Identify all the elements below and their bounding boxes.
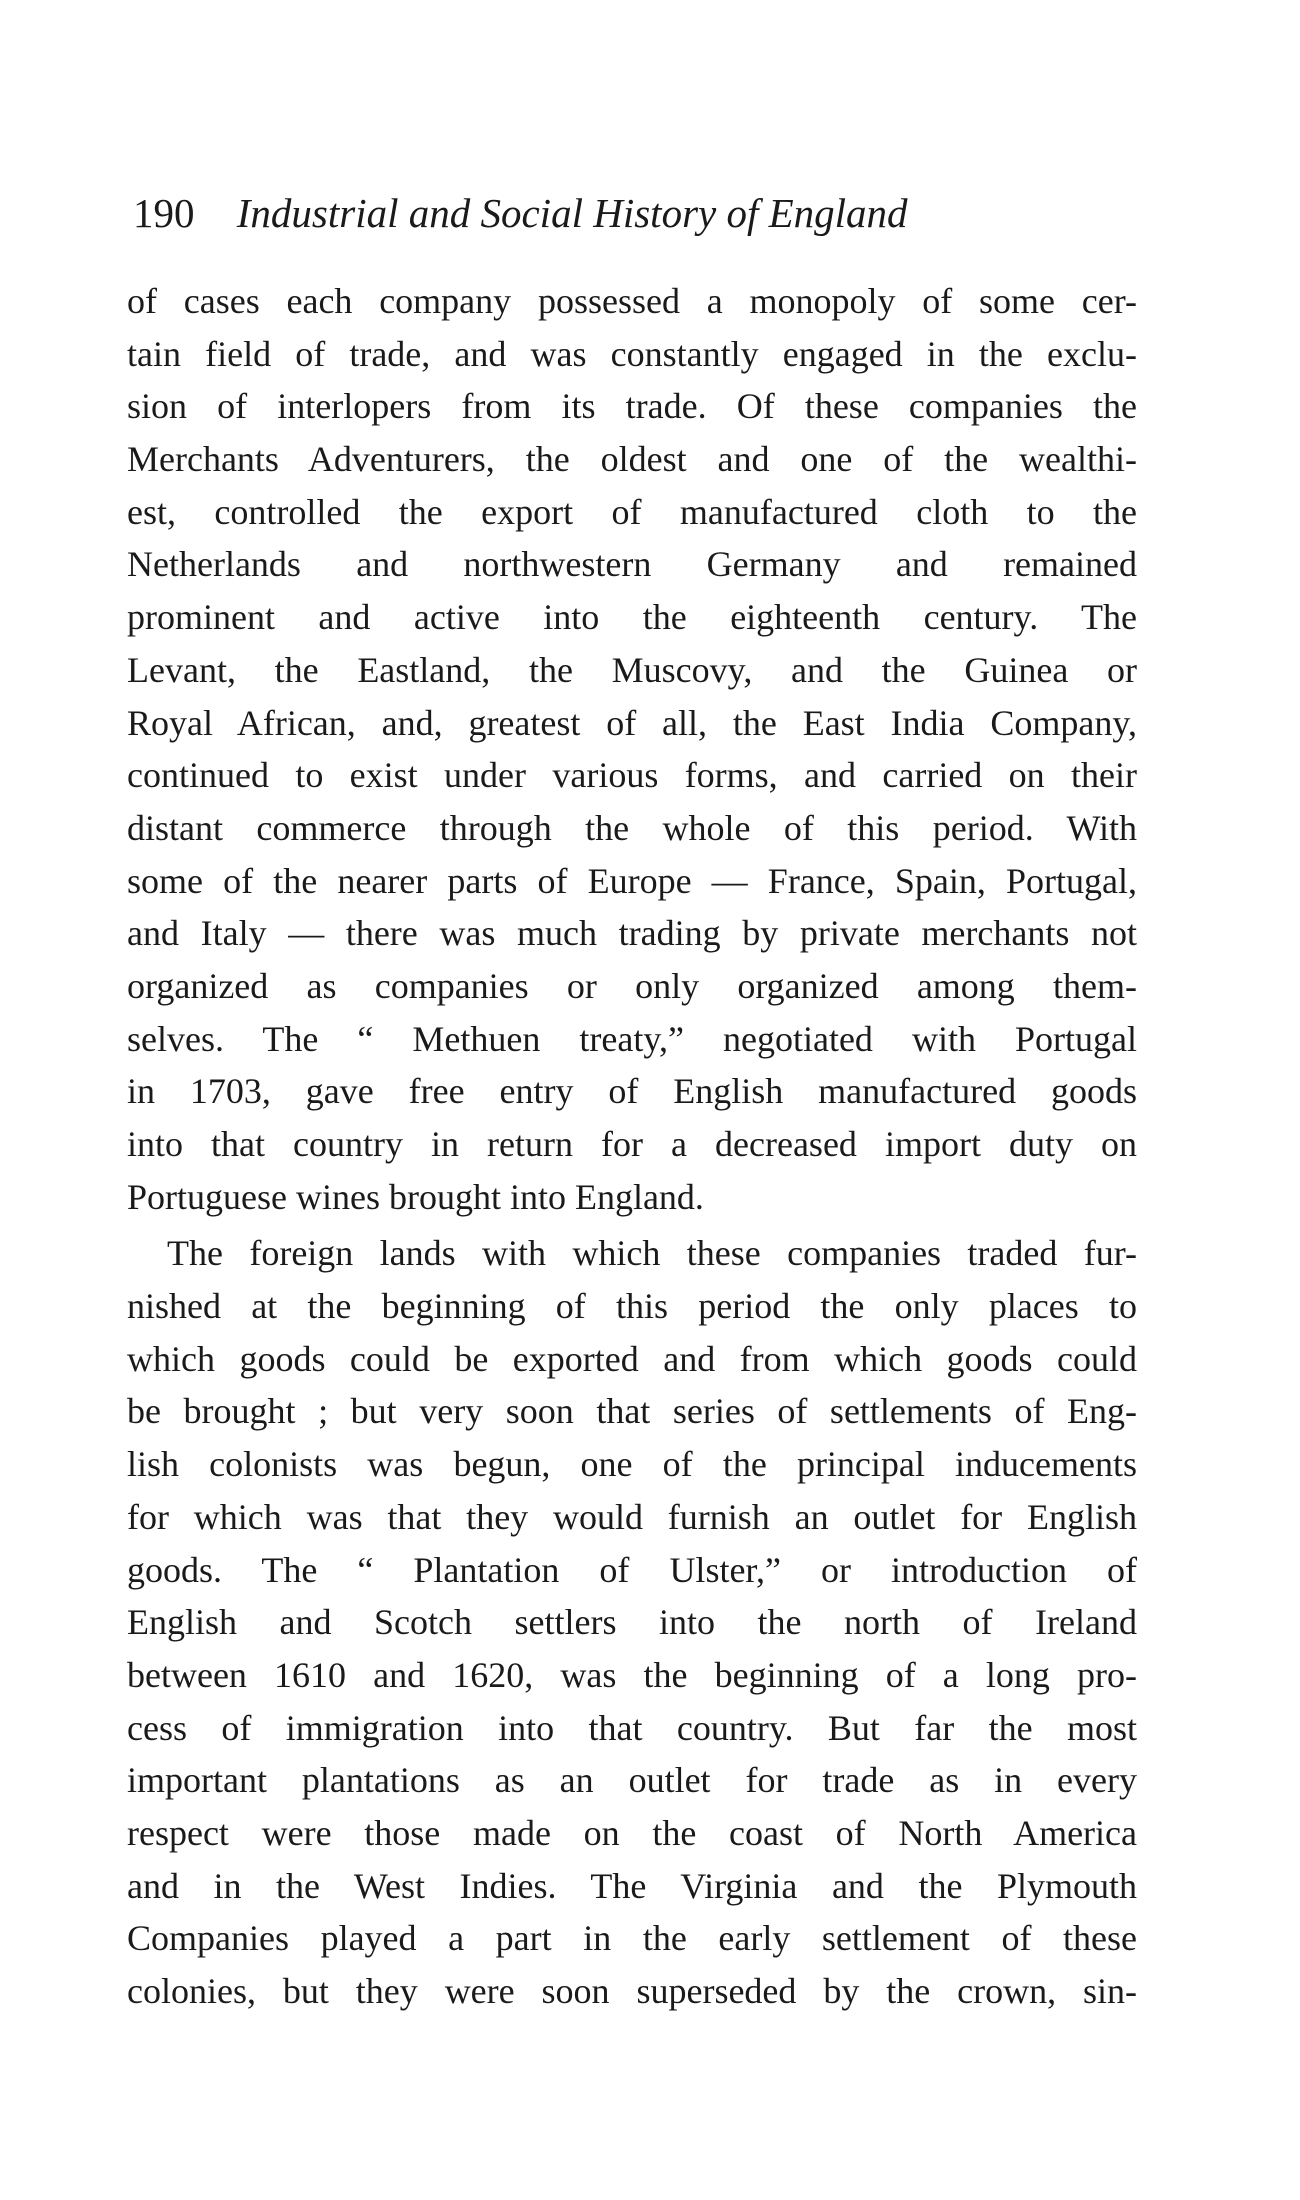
text-line: some of the nearer parts of Europe — France, Spain, Portugal, [127,860,1137,901]
text-line: goods. The “ Plantation of Ulster,” or introduction of [127,1549,1137,1590]
text-line: nished at the beginning of this period the only places to [127,1286,1137,1327]
text-line: English and Scotch settlers into the north of Ireland [127,1602,1137,1643]
text-line: The foreign lands with which these companies traded fur- [167,1233,1137,1274]
page-header [133,183,1073,243]
text-line: continued to exist under various forms, and carried on their [127,755,1137,796]
text-line: Portuguese wines brought into England. [127,1176,704,1217]
running-title: Industrial and Social History of England [236,190,908,236]
text-line: into that country in return for a decreased import duty on [127,1124,1137,1164]
text-line: prominent and active into the eighteenth century. The [127,597,1137,638]
page-number: 190 [133,190,195,236]
text-line: which goods could be exported and from which goods could [127,1338,1137,1379]
text-line: between 1610 and 1620, was the beginning of a long pro- [127,1654,1137,1695]
text-line: for which was that they would furnish an outlet for English [127,1496,1137,1537]
text-line: be brought ; but very soon that series of settlements of Eng- [127,1391,1137,1432]
text-line: selves. The “ Methuen treaty,” negotiated with Portugal [127,1018,1137,1059]
body-text [127,275,1137,2018]
paragraph-2 [127,1227,1137,2017]
text-line: and Italy — there was much trading by private merchants not [127,913,1137,954]
paragraph-1 [127,275,1137,1223]
text-line: cess of immigration into that country. But far the most [127,1707,1137,1748]
text-line: in 1703, gave free entry of English manufactured goods [127,1071,1137,1112]
text-line: Netherlands and northwestern Germany and remained [127,544,1137,585]
text-line: important plantations as an outlet for trade as in every [127,1760,1137,1801]
text-line: organized as companies or only organized among them- [127,965,1137,1006]
text-line: sion of interlopers from its trade. Of these companies the [127,386,1137,427]
text-line: Merchants Adventurers, the oldest and one of the wealthi- [127,439,1137,480]
text-line: est, controlled the export of manufactured cloth to the [127,491,1137,532]
text-line: Companies played a part in the early settlement of these [127,1918,1137,1959]
text-line: respect were those made on the coast of North America [127,1812,1137,1853]
text-line: Levant, the Eastland, the Muscovy, and the Guinea or [127,649,1137,690]
text-line: lish colonists was begun, one of the principal inducements [127,1444,1137,1485]
text-line: tain field of trade, and was constantly engaged in the exclu- [127,333,1137,374]
text-line: colonies, but they were soon superseded by the crown, sin- [127,1971,1137,2011]
text-line: and in the West Indies. The Virginia and the Plymouth [127,1865,1137,1906]
text-line: distant commerce through the whole of this period. With [127,807,1137,848]
text-line: of cases each company possessed a monopoly of some cer- [127,281,1137,321]
text-line: Royal African, and, greatest of all, the East India Company, [127,702,1137,743]
